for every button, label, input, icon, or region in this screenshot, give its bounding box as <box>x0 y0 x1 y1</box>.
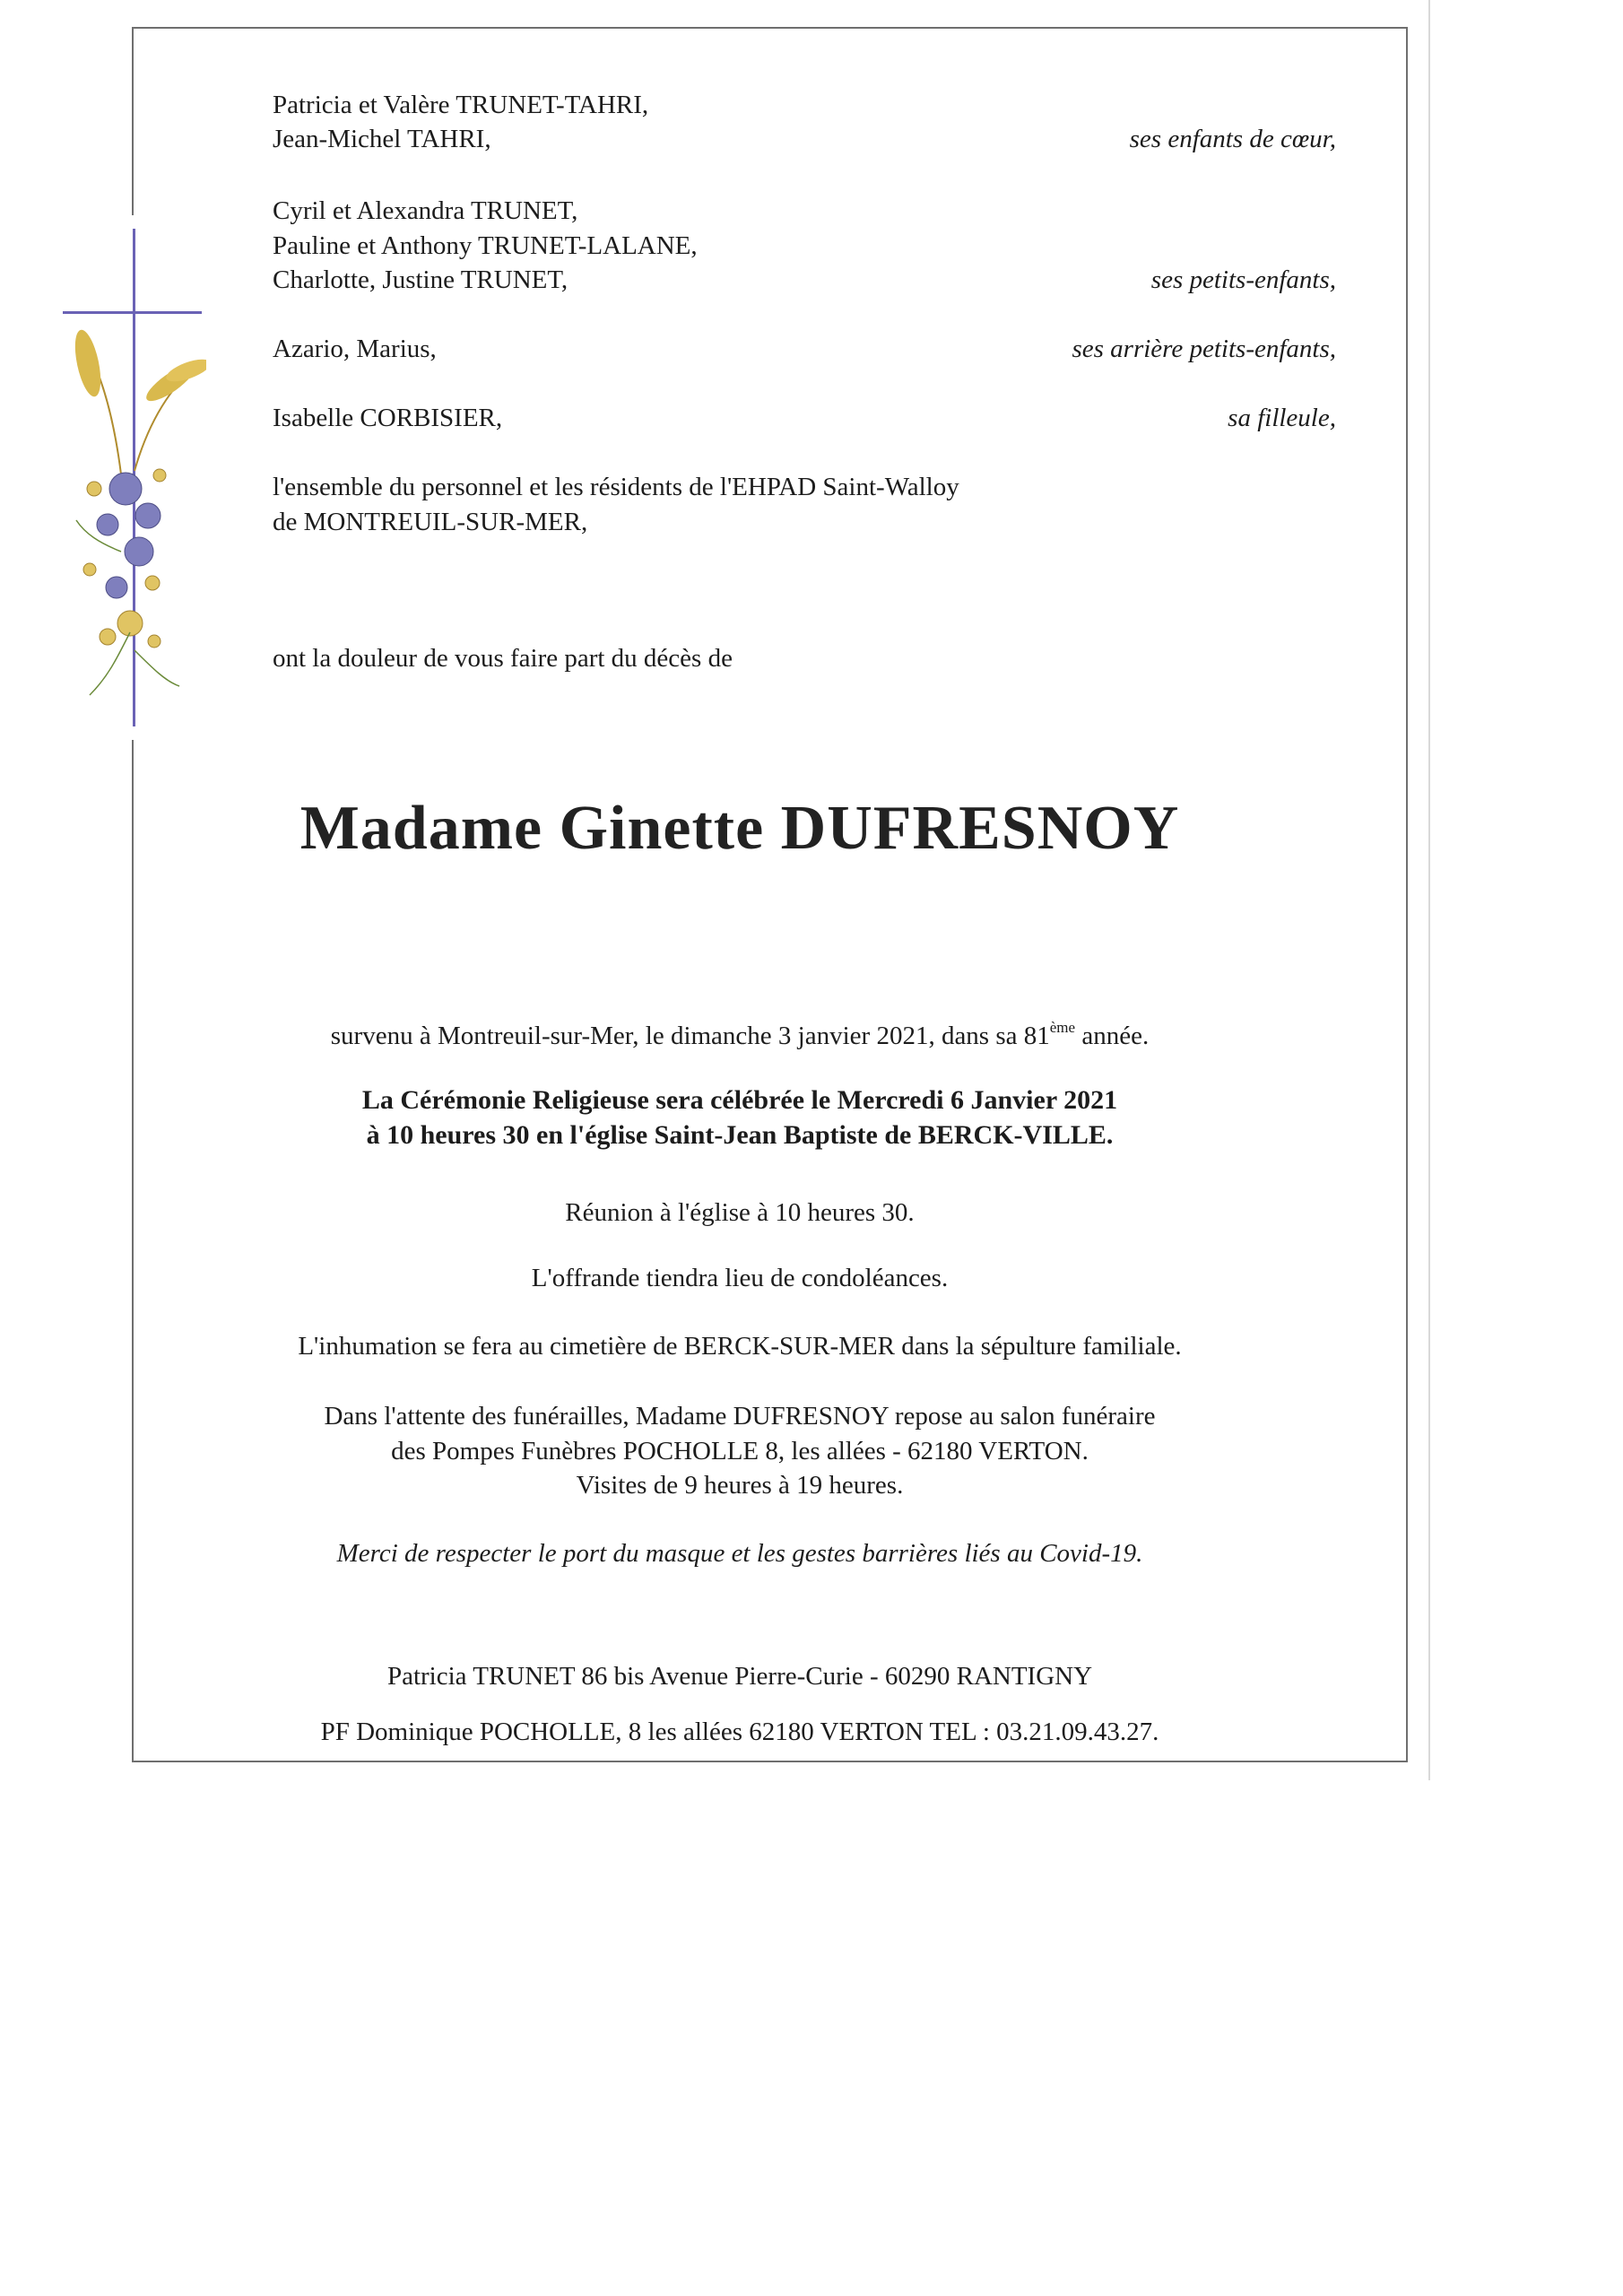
funeral-home-line: PF Dominique POCHOLLE, 8 les allées 62180 VERTON TEL : 03.21.09.43.27. <box>320 1718 1159 1746</box>
family-name-line: Jean-Michel TAHRI, <box>273 125 491 153</box>
viewing-line: Dans l'attente des funérailles, Madame DUFRESNOY repose au salon funéraire <box>324 1402 1156 1431</box>
family-relation: ses petits-enfants, <box>1150 265 1336 294</box>
death-details: survenu à Montreuil-sur-Mer, le dimanche 3 janvier 2021, dans sa 81ème année. <box>330 1019 1150 1050</box>
cross-with-wheat-and-flowers-icon <box>54 229 206 726</box>
family-name-line: Pauline et Anthony TRUNET-LALANE, <box>273 231 698 260</box>
family-relation: ses arrière petits-enfants, <box>1072 335 1336 363</box>
covid-notice: Merci de respecter le port du masque et les gestes barrières liés au Covid-19. <box>336 1539 1143 1568</box>
family-name-line: Azario, Marius, <box>273 335 437 363</box>
offering-text: L'offrande tiendra lieu de condoléances. <box>531 1264 949 1292</box>
family-name-line: Isabelle CORBISIER, <box>273 404 503 432</box>
family-name-line: Charlotte, Justine TRUNET, <box>273 265 568 294</box>
contact-line: Patricia TRUNET 86 bis Avenue Pierre-Curie - 60290 RANTIGNY <box>386 1662 1093 1691</box>
page-edge-shadow <box>1428 0 1430 1780</box>
viewing-line: des Pompes Funèbres POCHOLLE 8, les allées - 62180 VERTON. <box>391 1437 1089 1465</box>
family-name-line: l'ensemble du personnel et les résidents de l'EHPAD Saint-Walloy <box>273 473 959 501</box>
family-relation: ses enfants de cœur, <box>1129 125 1336 153</box>
family-name-line: Cyril et Alexandra TRUNET, <box>273 196 578 225</box>
frame-left-border-bottom <box>132 740 134 1762</box>
viewing-line: Visites de 9 heures à 19 heures. <box>576 1471 904 1500</box>
ceremony-line: La Cérémonie Religieuse sera célébrée le Mercredi 6 Janvier 2021 <box>361 1085 1118 1115</box>
announcement-text: ont la douleur de vous faire part du décès de <box>273 644 733 673</box>
family-name-line: de MONTREUIL-SUR-MER, <box>273 508 588 536</box>
family-name-line: Patricia et Valère TRUNET-TAHRI, <box>273 91 649 119</box>
family-relation: sa filleule, <box>1228 404 1336 432</box>
frame-left-border-top <box>132 27 134 215</box>
deceased-name: Madame Ginette DUFRESNOY <box>299 794 1180 863</box>
burial-text: L'inhumation se fera au cimetière de BERCK-SUR-MER dans la sépulture familiale. <box>298 1332 1182 1361</box>
meeting-text: Réunion à l'église à 10 heures 30. <box>565 1198 915 1227</box>
ceremony-line: à 10 heures 30 en l'église Saint-Jean Baptiste de BERCK-VILLE. <box>366 1120 1114 1150</box>
